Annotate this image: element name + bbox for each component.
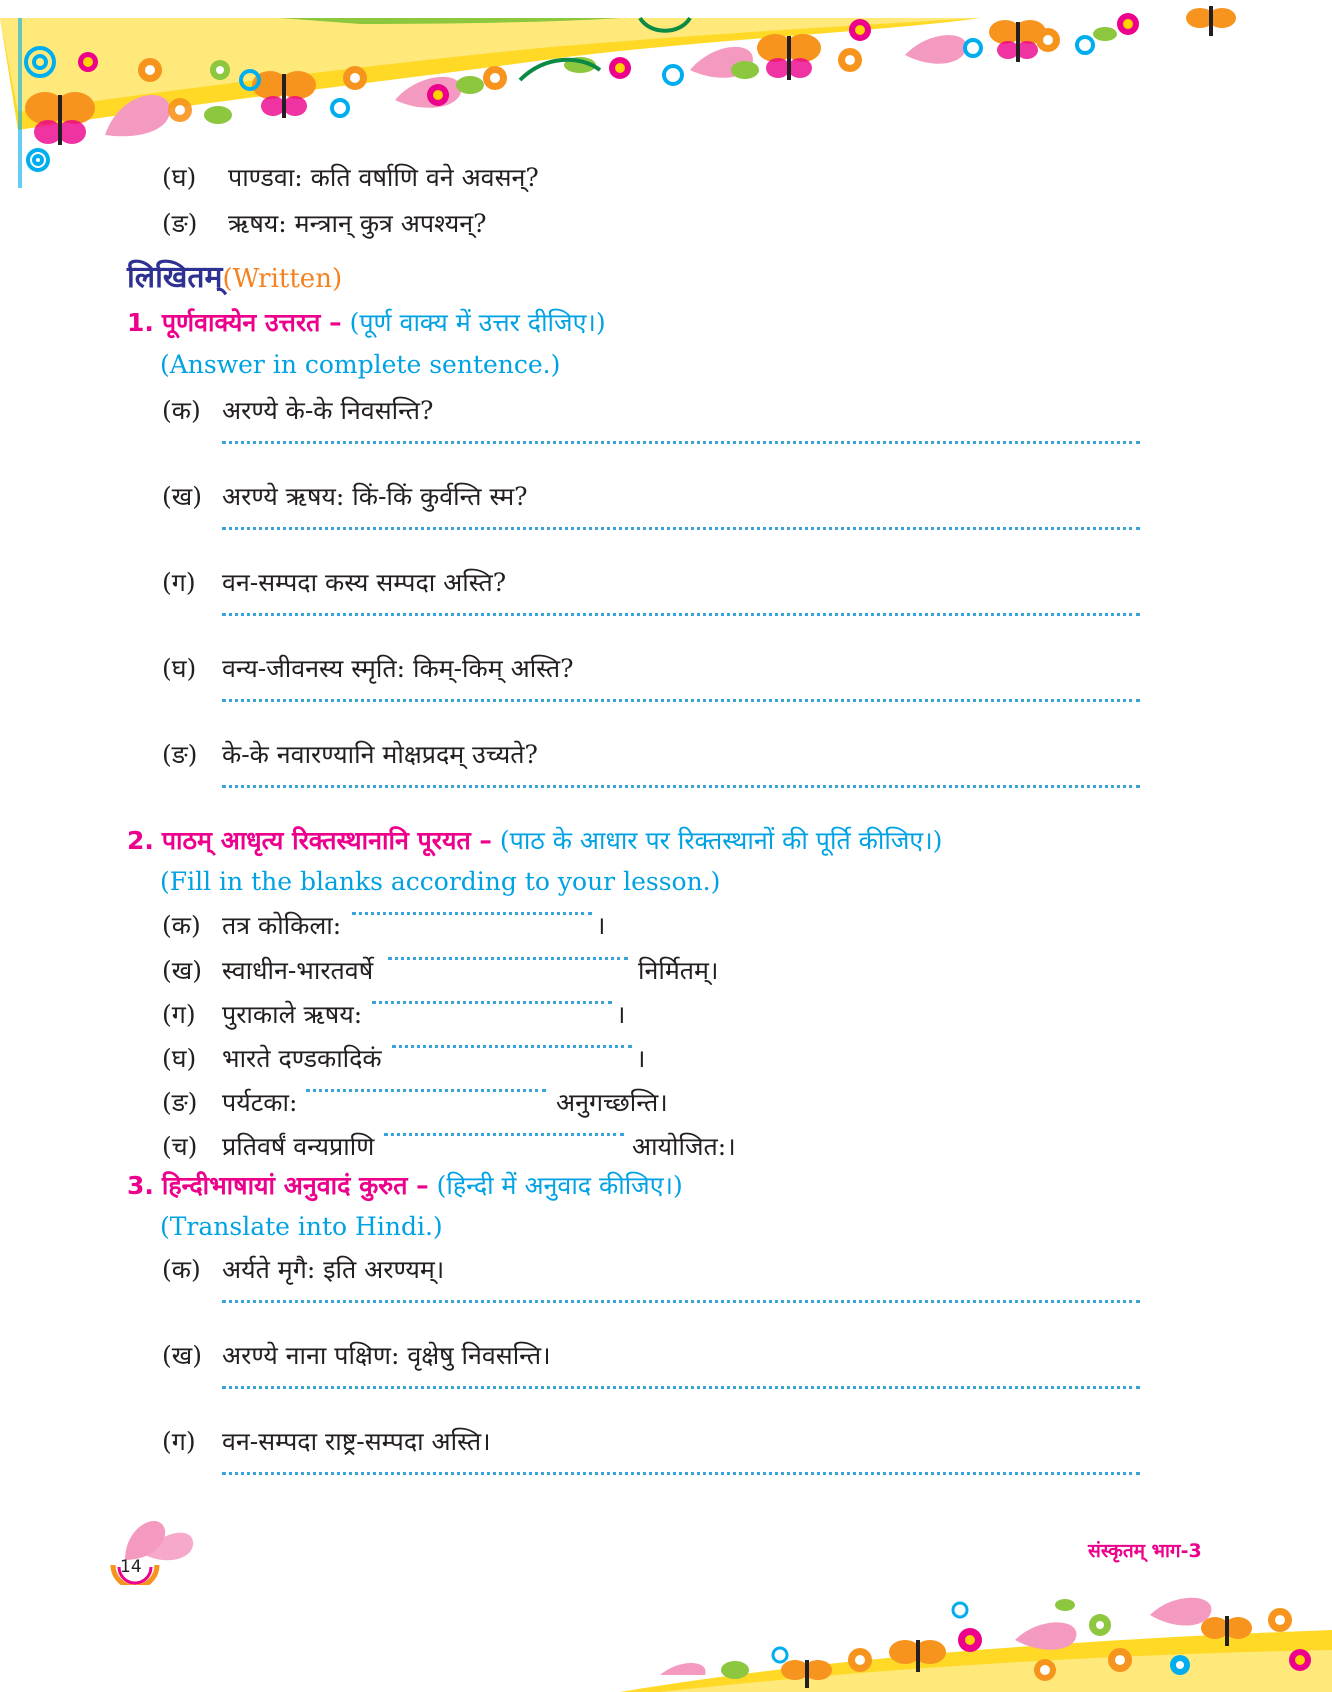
question-title-hindi: (हिन्दी में अनुवाद कीजिए।)	[436, 1171, 683, 1200]
pink-wing-decoration	[1150, 1598, 1211, 1626]
prev-question-text: पाण्डवा: कति वर्षाणि वने अवसन्?	[228, 163, 539, 192]
question-title-sanskrit: पूर्णवाक्येन उत्तरत –	[161, 308, 342, 337]
answer-line[interactable]	[222, 613, 1140, 616]
pink-wing-decoration	[660, 1663, 706, 1675]
q2-item-pre: स्वाधीन-भारतवर्षे	[222, 956, 374, 985]
q2-item-post: निर्मितम्।	[638, 956, 719, 985]
blank-line[interactable]	[306, 1089, 546, 1092]
blank-line[interactable]	[392, 1045, 632, 1048]
book-name: संस्कृतम् भाग-3	[1088, 1540, 1202, 1562]
q1-item-text: के-के नवारण्यानि मोक्षप्रदम् उच्यते?	[222, 740, 538, 769]
answer-line[interactable]	[222, 699, 1140, 702]
q2-item-pre: भारते दण्डकादिकं	[222, 1044, 382, 1073]
bottom-decorative-border	[560, 1560, 1332, 1692]
q2-item-pre: तत्र कोकिला:	[222, 911, 342, 940]
prev-question-text: ऋषय: मन्त्रान् कुत्र अपश्यन्?	[228, 209, 487, 238]
q2-item-post: ।	[596, 911, 606, 940]
question-title-english: (Fill in the blanks according to your lesson.)	[160, 867, 721, 896]
q2-item-post: ।	[636, 1044, 646, 1073]
q1-item-label: (ङ)	[162, 740, 198, 769]
blank-line[interactable]	[384, 1133, 624, 1136]
blank-line[interactable]	[372, 1001, 612, 1004]
answer-line[interactable]	[222, 1300, 1140, 1303]
pink-wing-decoration	[1015, 1622, 1076, 1649]
blank-line[interactable]	[388, 957, 628, 960]
q3-item-label: (क)	[162, 1255, 201, 1284]
q1-item-text: वन्य-जीवनस्य स्मृति: किम्-किम् अस्ति?	[222, 654, 574, 683]
q1-item-text: अरण्ये ऋषय: किं-किं कुर्वन्ति स्म?	[222, 482, 528, 511]
section-title-sanskrit: लिखितम्	[127, 260, 223, 295]
q3-item-text: अर्यते मृगै: इति अरण्यम्।	[222, 1255, 445, 1284]
question-title-sanskrit: हिन्दीभाषायां अनुवादं कुरुत –	[161, 1171, 429, 1200]
blank-line[interactable]	[352, 912, 592, 915]
q3-item-label: (ख)	[162, 1341, 202, 1370]
q2-item-label: (ग)	[162, 1000, 196, 1029]
q2-item-label: (घ)	[162, 1044, 197, 1073]
answer-line[interactable]	[222, 527, 1140, 530]
q2-item-label: (क)	[162, 911, 201, 940]
q2-item-label: (ख)	[162, 956, 202, 985]
q1-item-label: (ग)	[162, 568, 196, 597]
q3-item-text: अरण्ये नाना पक्षिण: वृक्षेषु निवसन्ति।	[222, 1341, 551, 1370]
q2-item-pre: प्रतिवर्षं वन्यप्राणि	[222, 1132, 375, 1161]
question-title-sanskrit: पाठम् आधृत्य रिक्तस्थानानि पूरयत –	[161, 826, 492, 855]
butterfly-icon	[25, 92, 95, 145]
q1-item-text: वन-सम्पदा कस्य सम्पदा अस्ति?	[222, 568, 507, 597]
pink-wing-decoration	[905, 35, 966, 64]
answer-line[interactable]	[222, 1386, 1140, 1389]
q3-item-label: (ग)	[162, 1427, 196, 1456]
prev-question-label: (घ)	[162, 163, 197, 192]
q2-item-pre: पुराकाले ऋषय:	[222, 1000, 363, 1029]
q2-item-post: अनुगच्छन्ति।	[556, 1088, 668, 1117]
section-title-english: (Written)	[222, 264, 343, 294]
q2-item-post: आयोजित:।	[632, 1132, 736, 1161]
q1-item-label: (ख)	[162, 482, 202, 511]
butterfly-icon	[1186, 6, 1236, 36]
q2-item-label: (ङ)	[162, 1088, 198, 1117]
question-number: 2.	[127, 826, 154, 855]
page-number: 14	[120, 1557, 142, 1577]
top-decorative-border	[0, 0, 1332, 200]
question-title-english: (Answer in complete sentence.)	[160, 350, 561, 379]
answer-line[interactable]	[222, 785, 1140, 788]
question-number: 1.	[127, 308, 154, 337]
question-title-hindi: (पाठ के आधार पर रिक्तस्थानों की पूर्ति कीजिए।)	[499, 826, 943, 855]
prev-question-label: (ङ)	[162, 209, 198, 238]
answer-line[interactable]	[222, 1472, 1140, 1475]
q1-item-text: अरण्ये के-के निवसन्ति?	[222, 396, 434, 425]
butterfly-icon	[252, 71, 316, 118]
q2-item-pre: पर्यटका:	[222, 1088, 298, 1117]
q3-item-text: वन-सम्पदा राष्ट्र-सम्पदा अस्ति।	[222, 1427, 491, 1456]
question-title-english: (Translate into Hindi.)	[160, 1212, 443, 1241]
question-title-hindi: (पूर्ण वाक्य में उत्तर दीजिए।)	[349, 308, 606, 337]
q2-item-post: ।	[616, 1000, 626, 1029]
butterfly-icon	[757, 34, 821, 80]
question-1-heading	[127, 305, 606, 339]
q1-item-label: (क)	[162, 396, 201, 425]
q1-item-label: (घ)	[162, 654, 197, 683]
answer-line[interactable]	[222, 441, 1140, 444]
question-number: 3.	[127, 1171, 154, 1200]
q2-item-label: (च)	[162, 1132, 198, 1161]
question-3-heading	[127, 1168, 683, 1202]
section-title	[127, 255, 342, 296]
question-2-heading	[127, 823, 942, 857]
